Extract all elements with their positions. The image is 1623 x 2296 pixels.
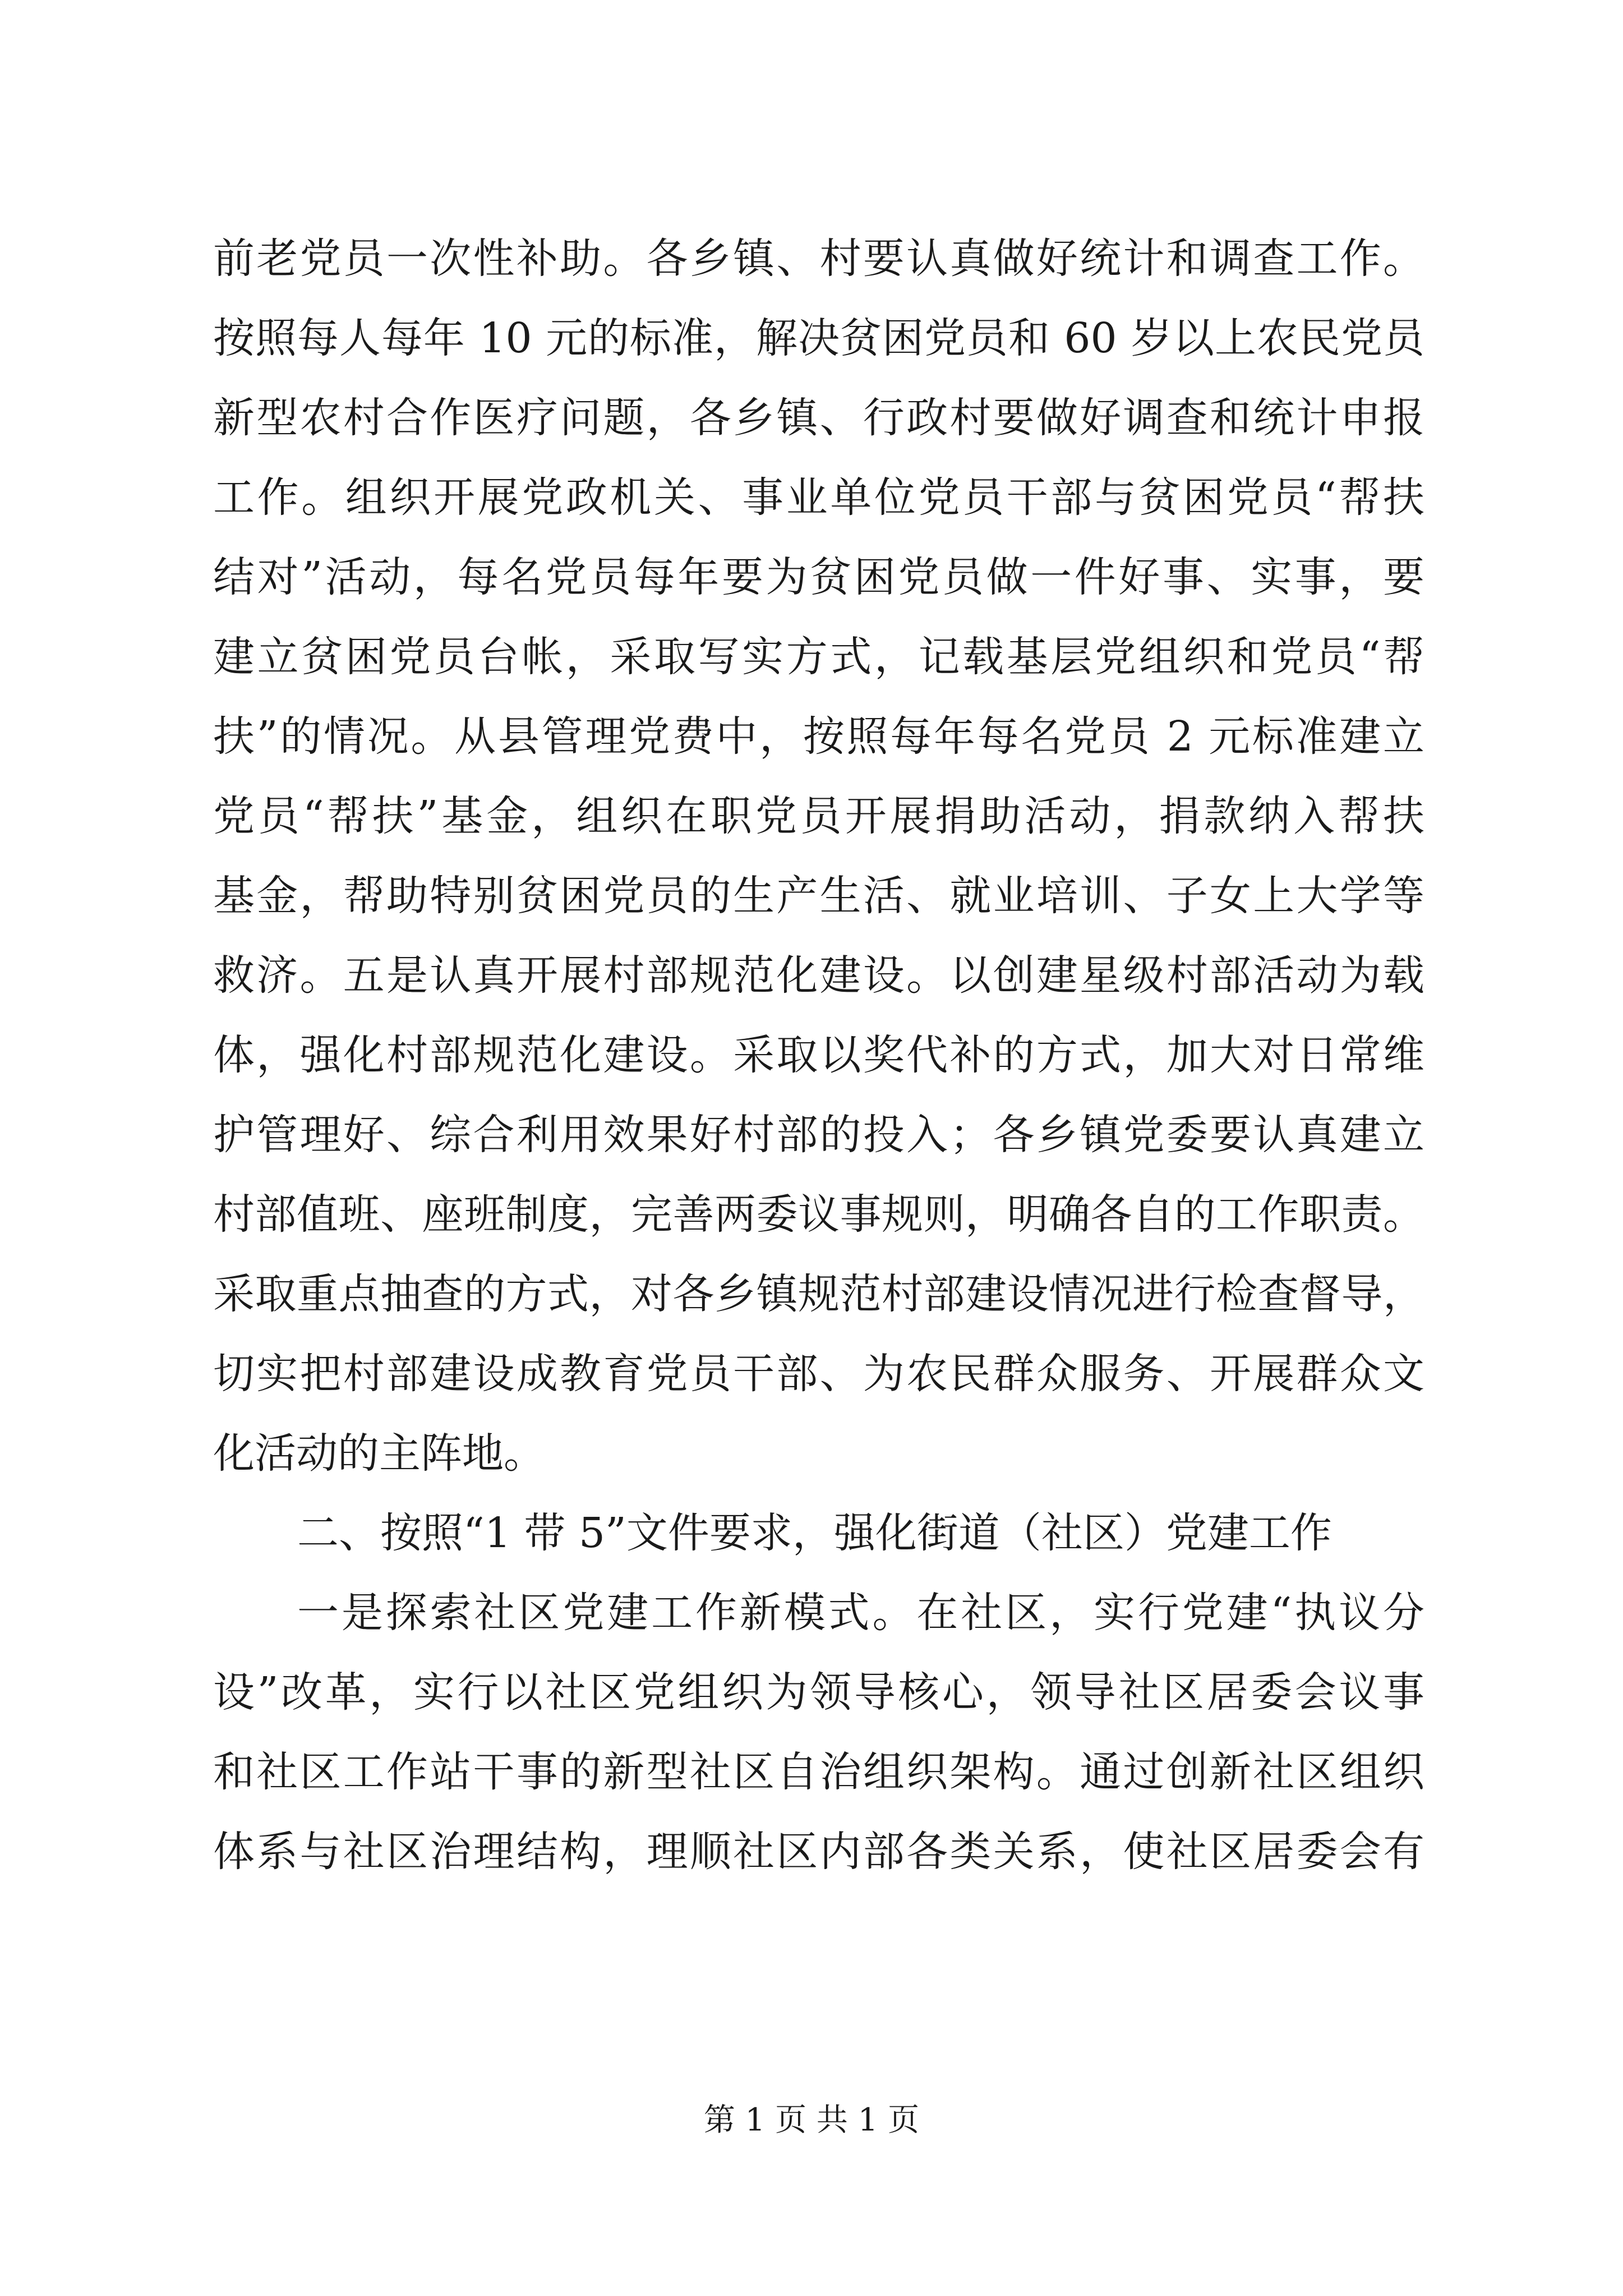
text-line: 按照每人每年 10 元的标准，解决贫困党员和 60 岁以上农民党员 [213, 314, 1424, 362]
text-line: 体系与社区治理结构，理顺社区内部各类关系，使社区居委会有 [213, 1828, 1424, 1876]
text-line: 切实把村部建设成教育党员干部、为农民群众服务、开展群众文 [213, 1350, 1424, 1398]
text-line: 采取重点抽查的方式，对各乡镇规范村部建设情况进行检查督导， [213, 1270, 1424, 1318]
paragraph-first-line: 一是探索社区党建工作新模式。在社区，实行党建“执议分 [297, 1589, 1424, 1637]
text-line: 前老党员一次性补助。各乡镇、村要认真做好统计和调查工作。 [213, 234, 1424, 283]
text-line: 建立贫困党员台帐，采取写实方式，记载基层党组织和党员“帮 [213, 633, 1424, 681]
text-line: 结对”活动，每名党员每年要为贫困党员做一件好事、实事，要 [213, 553, 1424, 601]
text-line: 新型农村合作医疗问题，各乡镇、行政村要做好调查和统计申报 [213, 394, 1424, 442]
text-line: 设”改革，实行以社区党组织为领导核心，领导社区居委会议事 [213, 1668, 1424, 1717]
text-line: 基金，帮助特别贫困党员的生产生活、就业培训、子女上大学等 [213, 872, 1424, 920]
page-footer [0, 2098, 1623, 2143]
text-line: 党员“帮扶”基金，组织在职党员开展捐助活动，捐款纳入帮扶 [213, 792, 1424, 840]
text-line: 和社区工作站干事的新型社区自治组织架构。通过创新社区组织 [213, 1748, 1424, 1796]
text-line: 扶”的情况。从县管理党费中，按照每年每名党员 2 元标准建立 [213, 712, 1424, 761]
text-line: 救济。五是认真开展村部规范化建设。以创建星级村部活动为载 [213, 951, 1424, 1000]
text-line: 工作。组织开展党政机关、事业单位党员干部与贫困党员“帮扶 [213, 473, 1424, 522]
text-line: 村部值班、座班制度，完善两委议事规则，明确各自的工作职责。 [213, 1190, 1424, 1239]
document-body [213, 219, 1424, 1892]
text-line: 化活动的主阵地。 [213, 1429, 545, 1478]
section-heading: 二、按照“1 带 5”文件要求，强化街道（社区）党建工作 [297, 1509, 1332, 1557]
text-line: 护管理好、综合利用效果好村部的投入；各乡镇党委要认真建立 [213, 1111, 1424, 1159]
page-number-label: 第 1 页 共 1 页 [703, 2102, 920, 2138]
text-line: 体，强化村部规范化建设。采取以奖代补的方式，加大对日常维 [213, 1031, 1424, 1079]
